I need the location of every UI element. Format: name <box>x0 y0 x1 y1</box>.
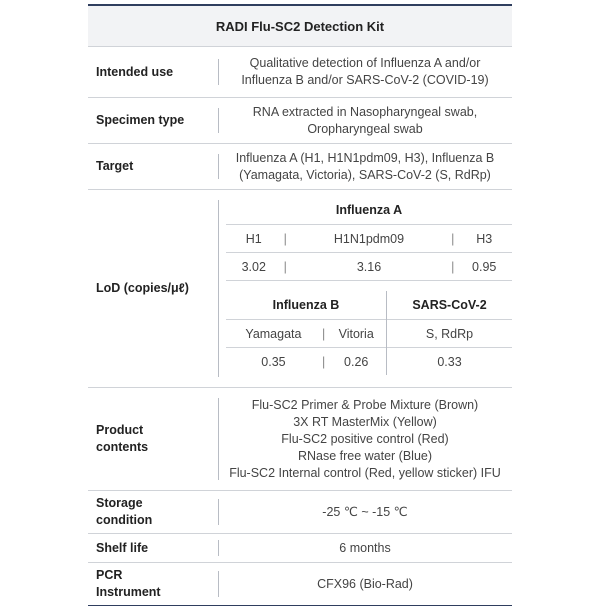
cell-divider: | <box>321 320 327 348</box>
label-storage-condition: Storage condition <box>96 496 153 527</box>
value-shelf-life: 6 months <box>339 540 391 555</box>
column-divider <box>218 200 219 377</box>
lod-value-h1: 3.02 <box>226 253 282 281</box>
lod-value-h1n1pdm09: 3.16 <box>289 253 449 281</box>
influenza-b-header: Influenza B <box>226 291 386 320</box>
lod-col-h1: H1 <box>226 225 282 253</box>
value-product-contents: Flu-SC2 Primer & Probe Mixture (Brown) 3X RT MasterMix (Yellow) Flu-SC2 positive control (Red) RNase free water (Blue) Flu-SC2 Internal control (Red, yellow sticker) IFU <box>229 397 501 480</box>
label-lod: LoD (copies/μℓ) <box>96 281 189 295</box>
row-shelf-life <box>88 534 512 563</box>
value-pcr-instrument: CFX96 (Bio-Rad) <box>317 576 413 591</box>
lod-value-h3: 0.95 <box>456 253 512 281</box>
lod-sars-cov-2-table <box>387 291 512 375</box>
row-target <box>88 144 512 190</box>
row-intended-use <box>88 47 512 98</box>
row-lod <box>88 190 512 388</box>
lod-col-s-rdrp: S, RdRp <box>387 320 512 348</box>
value-storage-condition: -25 ℃ ~ -15 ℃ <box>322 504 408 519</box>
cell-divider: | <box>449 225 456 253</box>
label-pcr-instrument: PCR Instrument <box>96 568 161 599</box>
lod-influenza-a-table <box>226 196 512 281</box>
cell-divider: | <box>282 225 289 253</box>
column-divider <box>218 540 219 556</box>
influenza-a-header: Influenza A <box>226 196 512 225</box>
label-intended-use: Intended use <box>96 64 174 79</box>
cell-divider: | <box>449 253 456 281</box>
cell-divider: | <box>282 253 289 281</box>
cell-divider: | <box>322 354 326 369</box>
lod-col-yamagata: Yamagata <box>226 320 321 348</box>
column-divider <box>218 398 219 480</box>
lod-col-h3: H3 <box>456 225 512 253</box>
value-target: Influenza A (H1, H1N1pdm09, H3), Influenza B (Yamagata, Victoria), SARS-CoV-2 (S, RdRp) <box>235 150 495 182</box>
table-title: RADI Flu-SC2 Detection Kit <box>88 4 512 47</box>
row-product-contents <box>88 388 512 491</box>
sars-cov-2-header: SARS-CoV-2 <box>387 291 512 320</box>
column-divider <box>218 499 219 525</box>
lod-influenza-b-table <box>226 291 386 375</box>
label-target: Target <box>96 159 134 173</box>
spec-table <box>88 4 512 606</box>
row-storage-condition <box>88 491 512 534</box>
label-shelf-life: Shelf life <box>96 540 149 555</box>
column-divider <box>218 59 219 85</box>
column-divider <box>218 108 219 133</box>
value-intended-use: Qualitative detection of Influenza A and/or Influenza B and/or SARS-CoV-2 (COVID-19) <box>241 56 489 87</box>
column-divider <box>218 154 219 179</box>
lod-col-h1n1pdm09: H1N1pdm09 <box>289 225 449 253</box>
value-specimen-type: RNA extracted in Nasopharyngeal swab, Oropharyngeal swab <box>252 104 478 136</box>
column-divider <box>218 571 219 597</box>
lod-value-yamagata: 0.35 <box>261 354 286 369</box>
label-specimen-type: Specimen type <box>96 113 185 127</box>
row-specimen-type <box>88 98 512 144</box>
lod-value-vitoria: 0.26 <box>344 354 369 369</box>
lod-col-vitoria: Vitoria <box>326 320 386 348</box>
lod-values <box>218 190 512 387</box>
lod-value-s-rdrp: 0.33 <box>437 354 462 369</box>
lod-lower-tables <box>226 291 512 375</box>
label-product-contents: Product contents <box>96 423 149 454</box>
